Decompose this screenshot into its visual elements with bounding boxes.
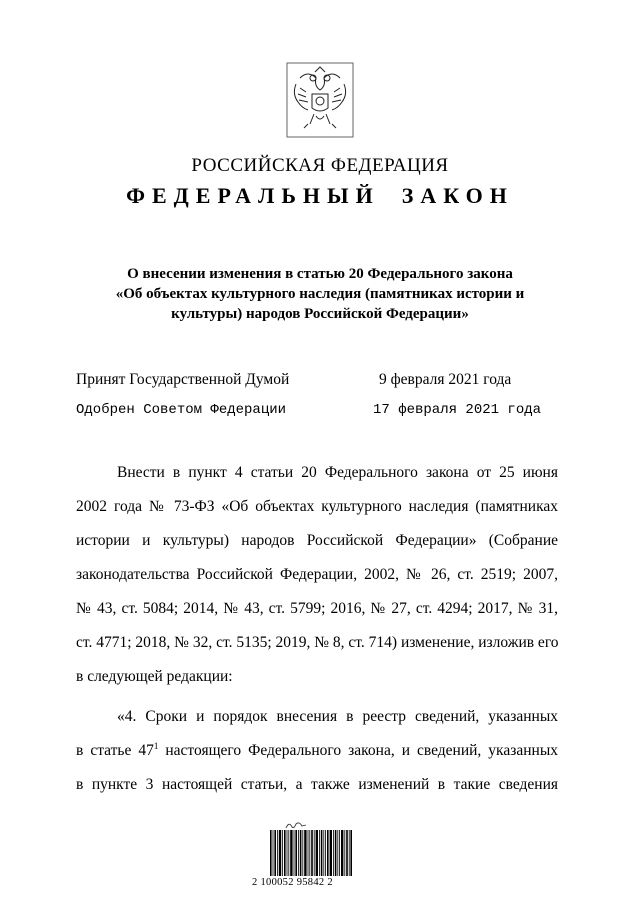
law-title-line: «Об объектах культурного наследия (памятниках истории и <box>115 286 525 302</box>
initials-signature <box>284 820 308 830</box>
body-line: в пункте 3 настоящей статьи, а также изменений в такие сведения <box>76 776 558 793</box>
barcode-image <box>270 830 352 876</box>
body-text-part: в статье 47 <box>76 742 154 759</box>
council-date: 17 февраля 2021 года <box>373 402 542 418</box>
law-title-line: культуры) народов Российской Федерации» <box>171 306 469 322</box>
body-line: истории и культуры) народов Российской Федерации» (Собрание <box>76 532 558 549</box>
body-line: в следующей редакции: <box>76 668 233 685</box>
duma-date: 9 февраля 2021 года <box>379 371 512 388</box>
duma-label: Принят Государственной Думой <box>76 371 290 388</box>
body-line: ст. 4771; 2018, № 32, ст. 5135; 2019, № 8, ст. 714) изменение, изложив его <box>76 634 559 651</box>
law-title <box>60 264 580 324</box>
body-line: «4. Сроки и порядок внесения в реестр сведений, указанных <box>117 708 558 725</box>
barcode-number: 2 100052 95842 2 <box>252 877 333 888</box>
adoption-council-row <box>76 402 640 418</box>
law-title-line: О внесении изменения в статью 20 Федерального закона <box>127 266 513 282</box>
body-line-with-superscript <box>76 742 558 760</box>
coat-of-arms-emblem <box>286 62 354 138</box>
body-line: № 43, ст. 5084; 2014, № 43, ст. 5799; 2016, № 27, ст. 4294; 2017, № 31, <box>76 600 558 617</box>
law-type-word-law: ЗАКОН <box>401 183 514 208</box>
council-label: Одобрен Советом Федерации <box>76 402 287 418</box>
article-superscript: 1 <box>153 741 159 751</box>
body-line: законодательства Российской Федерации, 2002, № 26, ст. 2519; 2007, <box>76 566 558 583</box>
body-line: 2002 года № 73-ФЗ «Об объектах культурного наследия (памятниках <box>76 498 558 515</box>
law-type-word-federal: ФЕДЕРАЛЬНЫЙ <box>126 183 380 208</box>
adoption-duma-row <box>76 371 640 389</box>
law-type-heading <box>0 183 640 209</box>
country-heading: РОССИЙСКАЯ ФЕДЕРАЦИЯ <box>191 155 449 176</box>
body-text-part: настоящего Федерального закона, и сведений, указанных <box>158 742 558 759</box>
body-line: Внести в пункт 4 статьи 20 Федерального закона от 25 июня <box>117 464 558 481</box>
